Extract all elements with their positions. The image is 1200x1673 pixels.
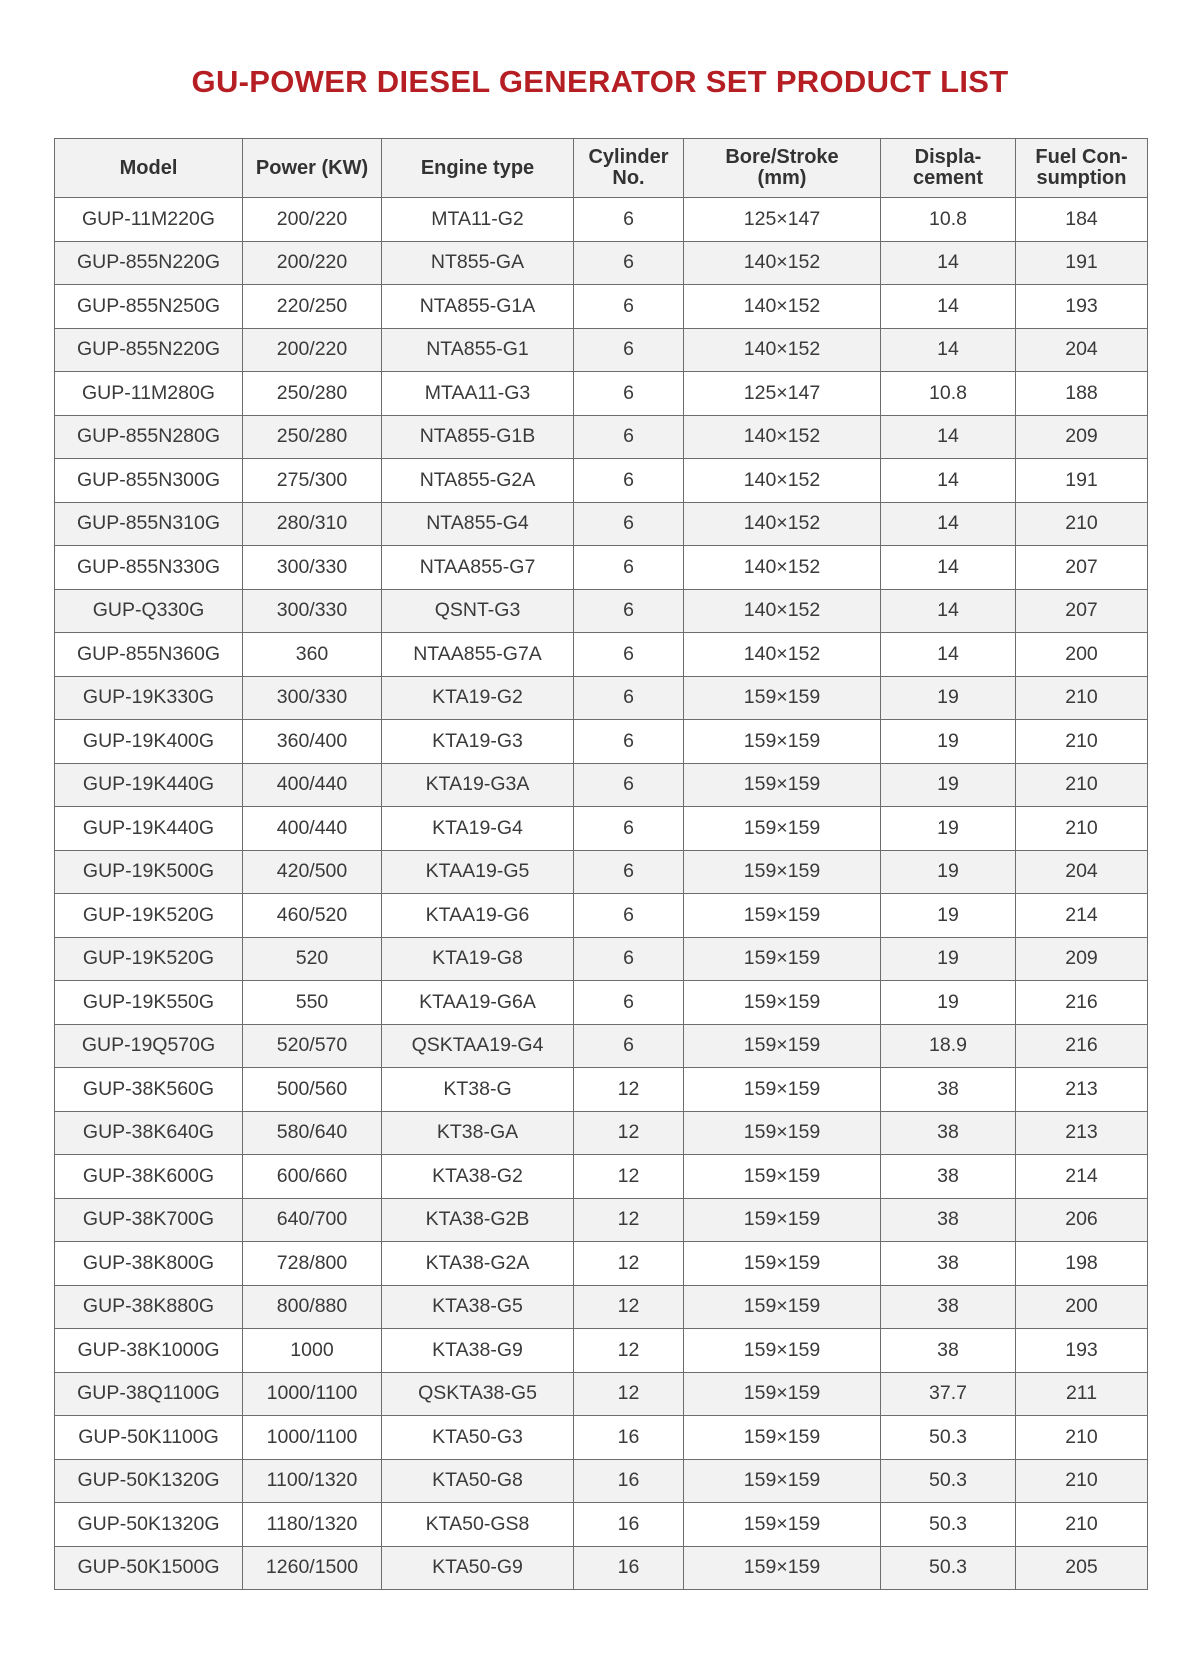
cell-model: GUP-38K880G [55,1285,243,1329]
cell-fuel-consumption: 211 [1016,1372,1148,1416]
cell-displacement: 19 [881,763,1016,807]
cell-fuel-consumption: 209 [1016,415,1148,459]
cell-engine-type: MTA11-G2 [382,198,574,242]
cell-bore-stroke: 159×159 [684,1503,881,1547]
cell-model: GUP-38K1000G [55,1329,243,1373]
cell-displacement: 37.7 [881,1372,1016,1416]
cell-bore-stroke: 159×159 [684,1155,881,1199]
cell-power: 360 [243,633,382,677]
cell-cylinder-no: 6 [574,328,684,372]
cell-power: 420/500 [243,850,382,894]
cell-cylinder-no: 6 [574,241,684,285]
cell-cylinder-no: 6 [574,285,684,329]
cell-bore-stroke: 159×159 [684,1198,881,1242]
table-row [55,1459,1148,1503]
cell-power: 400/440 [243,763,382,807]
cell-displacement: 14 [881,285,1016,329]
cell-model: GUP-38Q1100G [55,1372,243,1416]
cell-bore-stroke: 159×159 [684,1068,881,1112]
cell-engine-type: KTA50-G9 [382,1546,574,1590]
table-row [55,502,1148,546]
cell-displacement: 14 [881,328,1016,372]
cell-fuel-consumption: 210 [1016,1416,1148,1460]
cell-fuel-consumption: 191 [1016,241,1148,285]
table-row [55,1329,1148,1373]
cell-engine-type: KTA50-GS8 [382,1503,574,1547]
cell-cylinder-no: 6 [574,415,684,459]
cell-bore-stroke: 159×159 [684,720,881,764]
product-table [54,138,1148,1590]
cell-cylinder-no: 12 [574,1329,684,1373]
cell-displacement: 19 [881,937,1016,981]
cell-fuel-consumption: 205 [1016,1546,1148,1590]
cell-fuel-consumption: 193 [1016,1329,1148,1373]
cell-power: 1000/1100 [243,1416,382,1460]
cell-engine-type: KT38-GA [382,1111,574,1155]
cell-bore-stroke: 159×159 [684,850,881,894]
cell-engine-type: NTA855-G1B [382,415,574,459]
cell-cylinder-no: 12 [574,1372,684,1416]
table-row [55,1372,1148,1416]
cell-displacement: 50.3 [881,1416,1016,1460]
cell-model: GUP-50K1320G [55,1459,243,1503]
cell-bore-stroke: 159×159 [684,1372,881,1416]
cell-model: GUP-19Q570G [55,1024,243,1068]
cell-displacement: 50.3 [881,1459,1016,1503]
cell-bore-stroke: 140×152 [684,502,881,546]
table-row [55,937,1148,981]
cell-engine-type: KTA38-G2 [382,1155,574,1199]
cell-cylinder-no: 6 [574,894,684,938]
table-row [55,415,1148,459]
table-row [55,589,1148,633]
cell-displacement: 19 [881,720,1016,764]
cell-model: GUP-50K1500G [55,1546,243,1590]
cell-displacement: 38 [881,1329,1016,1373]
cell-model: GUP-855N220G [55,241,243,285]
cell-model: GUP-38K800G [55,1242,243,1286]
cell-displacement: 14 [881,241,1016,285]
header-cylinder-no [574,139,684,198]
cell-fuel-consumption: 188 [1016,372,1148,416]
cell-cylinder-no: 12 [574,1068,684,1112]
cell-engine-type: KTA50-G8 [382,1459,574,1503]
table-row [55,1068,1148,1112]
cell-fuel-consumption: 200 [1016,1285,1148,1329]
cell-model: GUP-38K560G [55,1068,243,1112]
cell-bore-stroke: 140×152 [684,546,881,590]
cell-power: 250/280 [243,415,382,459]
cell-power: 500/560 [243,1068,382,1112]
table-row [55,633,1148,677]
cell-displacement: 38 [881,1155,1016,1199]
table-header [55,139,1148,198]
table-row [55,546,1148,590]
cell-bore-stroke: 125×147 [684,198,881,242]
cell-cylinder-no: 6 [574,1024,684,1068]
cell-bore-stroke: 140×152 [684,459,881,503]
table-row [55,1242,1148,1286]
table-row [55,241,1148,285]
cell-power: 1260/1500 [243,1546,382,1590]
cell-bore-stroke: 159×159 [684,1024,881,1068]
cell-fuel-consumption: 209 [1016,937,1148,981]
header-row [55,139,1148,198]
header-label: No. [612,167,645,189]
cell-engine-type: QSKTAA19-G4 [382,1024,574,1068]
cell-power: 300/330 [243,589,382,633]
cell-engine-type: KTA38-G9 [382,1329,574,1373]
cell-cylinder-no: 6 [574,981,684,1025]
cell-bore-stroke: 140×152 [684,415,881,459]
header-displacement [881,139,1016,198]
cell-cylinder-no: 6 [574,459,684,503]
cell-cylinder-no: 16 [574,1503,684,1547]
table-row [55,676,1148,720]
table-row [55,285,1148,329]
cell-model: GUP-855N300G [55,459,243,503]
page-title: GU-POWER DIESEL GENERATOR SET PRODUCT LIST [191,64,1009,99]
cell-model: GUP-855N310G [55,502,243,546]
cell-bore-stroke: 159×159 [684,1416,881,1460]
table-row [55,981,1148,1025]
cell-displacement: 19 [881,850,1016,894]
cell-fuel-consumption: 207 [1016,589,1148,633]
cell-displacement: 38 [881,1285,1016,1329]
cell-model: GUP-50K1100G [55,1416,243,1460]
header-label: Bore/Stroke [725,146,839,168]
table-row [55,372,1148,416]
cell-displacement: 10.8 [881,198,1016,242]
cell-bore-stroke: 159×159 [684,937,881,981]
table-row [55,720,1148,764]
cell-cylinder-no: 6 [574,589,684,633]
cell-model: GUP-19K500G [55,850,243,894]
header-label: Displa- [914,146,982,168]
header-label: Fuel Con- [1035,146,1128,168]
cell-fuel-consumption: 210 [1016,763,1148,807]
cell-displacement: 14 [881,415,1016,459]
cell-cylinder-no: 6 [574,633,684,677]
cell-model: GUP-855N360G [55,633,243,677]
header-label: Cylinder [588,146,669,168]
cell-model: GUP-38K600G [55,1155,243,1199]
header-model [55,139,243,198]
cell-model: GUP-19K330G [55,676,243,720]
cell-cylinder-no: 12 [574,1242,684,1286]
header-power [243,139,382,198]
table-row [55,763,1148,807]
cell-model: GUP-19K440G [55,807,243,851]
cell-fuel-consumption: 191 [1016,459,1148,503]
cell-engine-type: KTA19-G3A [382,763,574,807]
cell-cylinder-no: 6 [574,850,684,894]
table-body [55,198,1148,1590]
cell-engine-type: KTAA19-G6A [382,981,574,1025]
cell-displacement: 19 [881,981,1016,1025]
cell-engine-type: KTA19-G4 [382,807,574,851]
cell-engine-type: KTAA19-G6 [382,894,574,938]
table-row [55,1503,1148,1547]
cell-fuel-consumption: 198 [1016,1242,1148,1286]
cell-model: GUP-855N280G [55,415,243,459]
cell-engine-type: NTAA855-G7A [382,633,574,677]
cell-power: 400/440 [243,807,382,851]
cell-cylinder-no: 6 [574,198,684,242]
cell-model: GUP-50K1320G [55,1503,243,1547]
cell-cylinder-no: 12 [574,1155,684,1199]
cell-fuel-consumption: 216 [1016,1024,1148,1068]
cell-model: GUP-19K550G [55,981,243,1025]
table-row [55,807,1148,851]
cell-fuel-consumption: 210 [1016,676,1148,720]
cell-engine-type: NT855-GA [382,241,574,285]
cell-fuel-consumption: 204 [1016,328,1148,372]
cell-bore-stroke: 140×152 [684,241,881,285]
cell-cylinder-no: 6 [574,546,684,590]
cell-bore-stroke: 159×159 [684,894,881,938]
cell-power: 520 [243,937,382,981]
cell-model: GUP-19K520G [55,937,243,981]
cell-cylinder-no: 16 [574,1416,684,1460]
table-row [55,1546,1148,1590]
table-row [55,1416,1148,1460]
cell-engine-type: KTA19-G8 [382,937,574,981]
cell-displacement: 50.3 [881,1503,1016,1547]
cell-engine-type: MTAA11-G3 [382,372,574,416]
cell-bore-stroke: 159×159 [684,1242,881,1286]
table-row [55,850,1148,894]
cell-engine-type: QSKTA38-G5 [382,1372,574,1416]
header-fuel-consumption [1016,139,1148,198]
cell-model: GUP-855N250G [55,285,243,329]
table-row [55,1155,1148,1199]
cell-model: GUP-Q330G [55,589,243,633]
cell-bore-stroke: 159×159 [684,981,881,1025]
cell-model: GUP-855N220G [55,328,243,372]
cell-power: 250/280 [243,372,382,416]
cell-model: GUP-11M220G [55,198,243,242]
cell-fuel-consumption: 210 [1016,720,1148,764]
cell-displacement: 38 [881,1111,1016,1155]
cell-engine-type: NTA855-G2A [382,459,574,503]
cell-power: 728/800 [243,1242,382,1286]
cell-fuel-consumption: 206 [1016,1198,1148,1242]
cell-power: 300/330 [243,546,382,590]
cell-power: 640/700 [243,1198,382,1242]
cell-displacement: 38 [881,1198,1016,1242]
cell-fuel-consumption: 210 [1016,502,1148,546]
cell-model: GUP-11M280G [55,372,243,416]
header-label: Power (KW) [255,156,369,179]
cell-power: 460/520 [243,894,382,938]
cell-engine-type: KT38-G [382,1068,574,1112]
cell-cylinder-no: 16 [574,1546,684,1590]
header-bore-stroke [684,139,881,198]
cell-power: 300/330 [243,676,382,720]
cell-power: 580/640 [243,1111,382,1155]
table-row [55,1285,1148,1329]
cell-model: GUP-19K520G [55,894,243,938]
cell-cylinder-no: 12 [574,1285,684,1329]
table-row [55,459,1148,503]
cell-bore-stroke: 159×159 [684,1546,881,1590]
cell-engine-type: KTAA19-G5 [382,850,574,894]
cell-engine-type: NTAA855-G7 [382,546,574,590]
cell-bore-stroke: 159×159 [684,1459,881,1503]
cell-model: GUP-38K700G [55,1198,243,1242]
cell-cylinder-no: 6 [574,502,684,546]
header-label: (mm) [757,167,807,189]
table-row [55,328,1148,372]
cell-displacement: 14 [881,459,1016,503]
cell-power: 600/660 [243,1155,382,1199]
cell-power: 275/300 [243,459,382,503]
cell-displacement: 38 [881,1242,1016,1286]
cell-engine-type: KTA19-G3 [382,720,574,764]
cell-cylinder-no: 12 [574,1111,684,1155]
cell-power: 1000/1100 [243,1372,382,1416]
cell-displacement: 10.8 [881,372,1016,416]
cell-engine-type: NTA855-G1A [382,285,574,329]
cell-displacement: 14 [881,546,1016,590]
table-row [55,894,1148,938]
cell-fuel-consumption: 200 [1016,633,1148,677]
cell-bore-stroke: 159×159 [684,1285,881,1329]
cell-engine-type: KTA38-G5 [382,1285,574,1329]
cell-cylinder-no: 6 [574,763,684,807]
cell-cylinder-no: 6 [574,720,684,764]
cell-cylinder-no: 6 [574,807,684,851]
cell-displacement: 19 [881,807,1016,851]
cell-fuel-consumption: 193 [1016,285,1148,329]
cell-engine-type: NTA855-G4 [382,502,574,546]
cell-bore-stroke: 159×159 [684,1329,881,1373]
cell-displacement: 50.3 [881,1546,1016,1590]
cell-engine-type: NTA855-G1 [382,328,574,372]
cell-fuel-consumption: 184 [1016,198,1148,242]
cell-power: 200/220 [243,328,382,372]
cell-power: 1180/1320 [243,1503,382,1547]
cell-power: 280/310 [243,502,382,546]
cell-fuel-consumption: 210 [1016,1459,1148,1503]
cell-power: 520/570 [243,1024,382,1068]
cell-fuel-consumption: 207 [1016,546,1148,590]
cell-fuel-consumption: 204 [1016,850,1148,894]
cell-fuel-consumption: 210 [1016,1503,1148,1547]
cell-bore-stroke: 125×147 [684,372,881,416]
cell-engine-type: QSNT-G3 [382,589,574,633]
cell-displacement: 14 [881,633,1016,677]
cell-engine-type: KTA50-G3 [382,1416,574,1460]
cell-fuel-consumption: 210 [1016,807,1148,851]
cell-displacement: 14 [881,589,1016,633]
cell-power: 550 [243,981,382,1025]
cell-displacement: 38 [881,1068,1016,1112]
cell-fuel-consumption: 213 [1016,1111,1148,1155]
cell-power: 220/250 [243,285,382,329]
cell-bore-stroke: 140×152 [684,328,881,372]
table-row [55,1111,1148,1155]
cell-displacement: 18.9 [881,1024,1016,1068]
cell-displacement: 14 [881,502,1016,546]
cell-cylinder-no: 16 [574,1459,684,1503]
cell-power: 360/400 [243,720,382,764]
cell-model: GUP-19K400G [55,720,243,764]
cell-bore-stroke: 140×152 [684,285,881,329]
cell-engine-type: KTA38-G2B [382,1198,574,1242]
cell-bore-stroke: 159×159 [684,676,881,720]
cell-model: GUP-38K640G [55,1111,243,1155]
table-row [55,198,1148,242]
cell-model: GUP-855N330G [55,546,243,590]
cell-fuel-consumption: 213 [1016,1068,1148,1112]
header-label: sumption [1036,167,1127,189]
table-row [55,1198,1148,1242]
cell-bore-stroke: 159×159 [684,807,881,851]
cell-fuel-consumption: 214 [1016,1155,1148,1199]
cell-engine-type: KTA19-G2 [382,676,574,720]
cell-power: 800/880 [243,1285,382,1329]
cell-fuel-consumption: 214 [1016,894,1148,938]
cell-cylinder-no: 6 [574,676,684,720]
header-label: Engine type [420,156,535,179]
cell-bore-stroke: 159×159 [684,763,881,807]
cell-engine-type: KTA38-G2A [382,1242,574,1286]
table-row [55,1024,1148,1068]
cell-cylinder-no: 6 [574,372,684,416]
cell-power: 1000 [243,1329,382,1373]
cell-model: GUP-19K440G [55,763,243,807]
cell-power: 200/220 [243,241,382,285]
cell-cylinder-no: 12 [574,1198,684,1242]
cell-displacement: 19 [881,894,1016,938]
cell-power: 1100/1320 [243,1459,382,1503]
header-label: Model [119,156,178,179]
cell-fuel-consumption: 216 [1016,981,1148,1025]
header-engine-type [382,139,574,198]
cell-power: 200/220 [243,198,382,242]
cell-displacement: 19 [881,676,1016,720]
cell-bore-stroke: 140×152 [684,633,881,677]
cell-cylinder-no: 6 [574,937,684,981]
header-label: cement [912,167,984,189]
cell-bore-stroke: 159×159 [684,1111,881,1155]
cell-bore-stroke: 140×152 [684,589,881,633]
